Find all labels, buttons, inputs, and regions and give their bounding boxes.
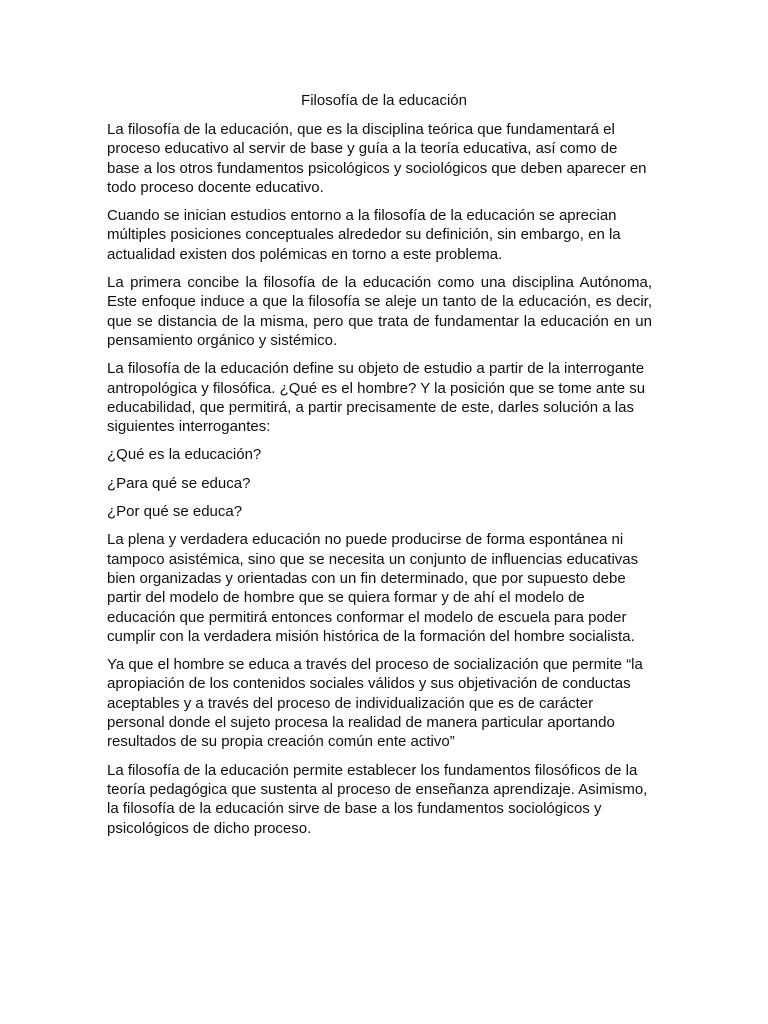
paragraph-studies: Cuando se inician estudios entorno a la filosofía de la educación se aprecian múltiples posiciones conceptuales alrededor su definición, sin embargo, en la actualidad existen dos polémicas en torno a este problema. xyxy=(107,207,621,263)
paragraph-intro: La filosofía de la educación, que es la disciplina teórica que fundamentará el proceso educativo al servir de base y guía a la teoría educativa, así como de base a los otros fundamentos psicológicos y sociológicos que deben aparecer en todo proceso docente educativo. xyxy=(107,121,647,196)
question-what-for: ¿Para qué se educa? xyxy=(107,474,251,492)
question-what-is-education: ¿Qué es la educación? xyxy=(107,446,262,464)
paragraph-full-education: La plena y verdadera educación no puede producirse de forma espontánea ni tampoco asistémica, sino que se necesita un conjunto de influencias educativas bien organizadas y orientadas con un fin determinado, que por supuesto debe partir del modelo de hombre que se quiera formar y de ahí el modelo de educación que permitirá entonces conformar el modelo de escuela para poder cumplir con la verdadera misión histórica de la formación del hombre socialista. xyxy=(107,531,639,645)
paragraph-object-of-study: La filosofía de la educación define su objeto de estudio a partir de la interrogante antropológica y filosófica. ¿Qué es el hombre? Y la posición que se tome ante su educabilidad, que permitirá, a partir precisamente de este, darles solución a las siguientes interrogantes: xyxy=(107,360,646,436)
paragraph-socialization: Ya que el hombre se educa a través del proceso de socialización que permite “la apropiación de los contenidos sociales válidos y sus objetivación de conductas aceptables y a través del proceso de individualización que es de carácter personal donde el sujeto procesa la realidad de manera particular aportando resultados de su propia creación común ente activo” xyxy=(107,656,643,751)
question-why: ¿Por qué se educa? xyxy=(107,503,243,521)
paragraph-foundations: La filosofía de la educación permite establecer los fundamentos filosóficos de la teoría pedagógica que sustenta al proceso de enseñanza aprendizaje. Asimismo, la filosofía de la educación sirve de base a los fundamentos sociológicos y psicológicos de dicho proceso. xyxy=(107,761,648,837)
document-body xyxy=(107,120,652,847)
paragraph-first-position: La primera concibe la filosofía de la educación como una disciplina Autónoma, Este enfoque induce a que la filosofía se aleje un tanto de la educación, es decir, que se distancia de la misma, pero que trata de fundamentar la educación en un pensamiento orgánico y sistémico. xyxy=(107,274,652,349)
document-title: Filosofía de la educación xyxy=(301,92,467,109)
